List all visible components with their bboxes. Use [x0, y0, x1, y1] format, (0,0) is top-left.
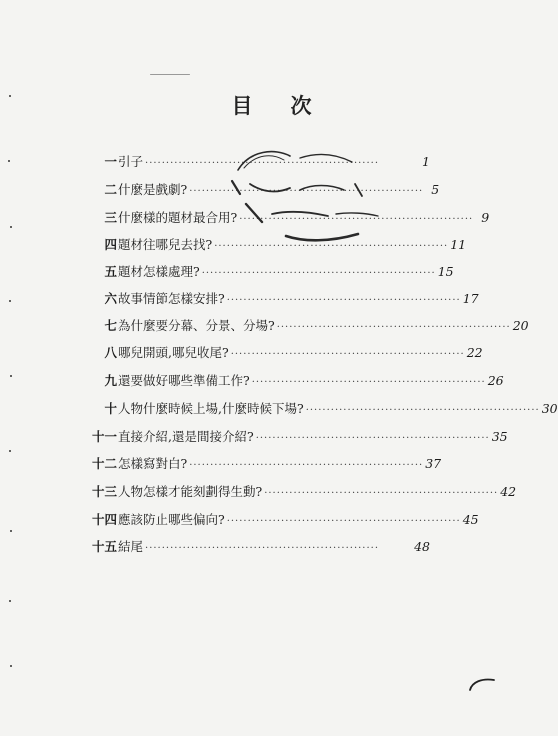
toc-number: 七	[104, 318, 117, 333]
toc-leader: ························································	[189, 186, 424, 197]
toc-title: 為什麼要分幕、分景、分場?	[118, 318, 275, 333]
toc-entry[interactable]	[60, 151, 430, 173]
toc-number: 十四	[91, 512, 117, 527]
toc-number: 五	[104, 264, 117, 279]
toc-number: 十	[104, 401, 117, 416]
toc-leader: ························································	[214, 241, 449, 252]
toc-number: 六	[104, 291, 117, 306]
toc-title: 人物什麼時候上場,什麼時候下場?	[118, 401, 304, 416]
toc-number: 十五	[91, 539, 117, 554]
toc-page-number: 35	[491, 429, 508, 444]
toc-entry[interactable]	[60, 342, 483, 364]
toc-page-number: 9	[481, 210, 490, 225]
toc-page-number: 5	[431, 182, 440, 197]
toc-page-number: 20	[512, 318, 529, 333]
toc-title: 結尾	[118, 539, 144, 554]
margin-speck	[10, 530, 12, 532]
margin-speck	[9, 300, 11, 302]
toc-title: 應該防止哪些偏向?	[118, 512, 225, 527]
toc-page-number: 22	[466, 345, 483, 360]
toc-entry[interactable]	[60, 179, 440, 201]
toc-entry[interactable]	[60, 481, 517, 503]
toc-page-number: 30	[541, 401, 558, 416]
toc-number: 十三	[91, 484, 117, 499]
toc-title: 直接介紹,還是間接介紹?	[118, 429, 254, 444]
toc-entry[interactable]	[60, 370, 504, 392]
page-title: 目次	[231, 93, 350, 118]
toc-number: 二	[104, 182, 117, 197]
toc-leader: ························································	[251, 377, 486, 388]
toc-leader: ························································	[264, 488, 499, 499]
toc-title: 什麼是戲劇?	[118, 182, 188, 197]
toc-title: 引子	[118, 154, 144, 169]
margin-speck	[150, 74, 190, 75]
margin-speck	[9, 450, 11, 452]
toc-leader: ························································	[255, 433, 490, 444]
toc-title: 哪兒開頭,哪兒收尾?	[118, 345, 229, 360]
margin-speck	[9, 600, 11, 602]
toc-number: 四	[104, 237, 117, 252]
toc-title: 題材往哪兒去找?	[118, 237, 213, 252]
margin-speck	[8, 160, 10, 162]
toc-page-number: 17	[462, 291, 479, 306]
toc-page-number: 26	[487, 373, 504, 388]
toc-leader: ························································	[226, 516, 461, 527]
toc-title: 題材怎樣處理?	[118, 264, 200, 279]
toc-leader: ························································	[145, 158, 380, 169]
toc-page-number: 48	[414, 539, 430, 554]
toc-leader: ························································	[189, 460, 424, 471]
toc-leader: ························································	[201, 268, 436, 279]
margin-speck	[10, 375, 12, 377]
toc-entry[interactable]	[60, 315, 529, 337]
toc-number: 八	[104, 345, 117, 360]
toc-entry[interactable]	[60, 426, 508, 448]
toc-page-number: 1	[422, 154, 430, 169]
margin-speck	[10, 665, 12, 667]
toc-number: 三	[104, 210, 117, 225]
toc-page-number: 11	[450, 237, 467, 252]
toc-entry[interactable]	[60, 509, 479, 531]
toc-number: 一	[104, 154, 117, 169]
toc-title: 什麼樣的題材最合用?	[118, 210, 238, 225]
toc-page-number: 15	[437, 264, 454, 279]
toc-leader: ························································	[276, 322, 511, 333]
toc-number: 十一	[91, 429, 117, 444]
toc-entry[interactable]	[60, 207, 490, 229]
toc-number: 九	[104, 373, 117, 388]
toc-entry[interactable]	[60, 234, 467, 256]
toc-title: 故事情節怎樣安排?	[118, 291, 225, 306]
toc-entry[interactable]	[60, 453, 442, 475]
toc-number: 十二	[91, 456, 117, 471]
toc-entry[interactable]	[60, 261, 454, 283]
toc-leader: ························································	[239, 214, 474, 225]
toc-entry[interactable]	[60, 398, 558, 420]
toc-page-number: 42	[500, 484, 517, 499]
toc-entry[interactable]	[60, 288, 479, 310]
margin-speck	[9, 95, 11, 97]
toc-page-number: 45	[462, 512, 479, 527]
toc-title: 怎樣寫對白?	[118, 456, 188, 471]
toc-leader: ························································	[226, 295, 461, 306]
margin-speck	[10, 226, 12, 228]
toc-leader: ························································	[145, 543, 380, 554]
toc-leader: ························································	[305, 405, 540, 416]
toc-leader: ························································	[230, 349, 465, 360]
toc-title: 人物怎樣才能刻劃得生動?	[118, 484, 263, 499]
toc-title: 還要做好哪些準備工作?	[118, 373, 250, 388]
toc-page-number: 37	[425, 456, 442, 471]
toc-entry[interactable]	[60, 536, 430, 558]
